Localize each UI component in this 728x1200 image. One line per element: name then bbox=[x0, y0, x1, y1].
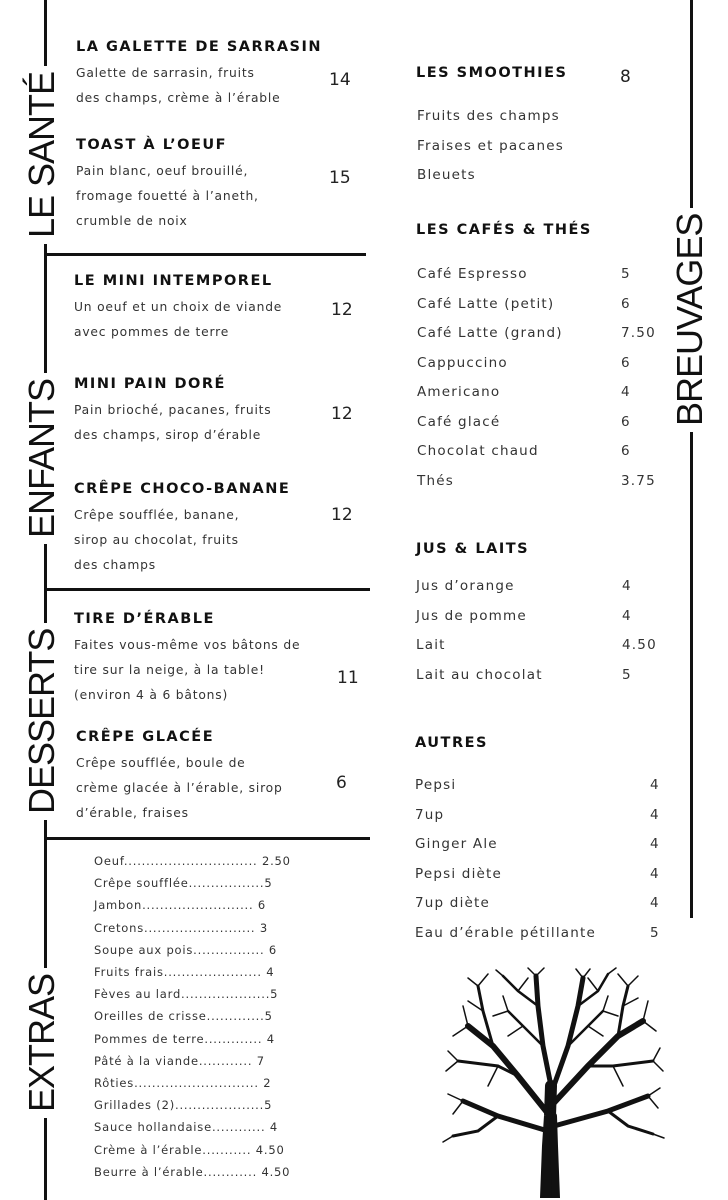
item-price: 12 bbox=[331, 505, 353, 525]
extras-row: Crêpe soufflée.................5 bbox=[94, 876, 273, 891]
extras-row: Jambon......................... 6 bbox=[94, 898, 267, 913]
item-price: 15 bbox=[329, 168, 351, 188]
section-label-desserts: DESSERTS bbox=[22, 623, 62, 820]
extras-row: Beurre à l’érable............ 4.50 bbox=[94, 1164, 291, 1179]
item-price: 6 bbox=[336, 773, 347, 793]
extras-row: Pommes de terre............. 4 bbox=[94, 1031, 275, 1046]
cafes-title: LES CAFÉS & THÉS bbox=[416, 222, 592, 238]
extras-row: Grillades (2)....................5 bbox=[94, 1098, 273, 1113]
item-price: 12 bbox=[331, 404, 353, 424]
extras-row: Fruits frais...................... 4 bbox=[94, 965, 275, 980]
divider-desserts-extras bbox=[44, 837, 370, 840]
item-description: Pain blanc, oeuf brouillé, fromage fouetté à l’aneth, crumble de noix bbox=[76, 164, 259, 228]
item-title: LE MINI INTEMPOREL bbox=[74, 273, 273, 289]
divider-enfants-desserts bbox=[44, 588, 370, 591]
extras-row: Rôties............................ 2 bbox=[94, 1076, 272, 1091]
item-description: Pain brioché, pacanes, fruits des champs, sirop d’érable bbox=[74, 403, 272, 442]
extras-row: Oeuf.............................. 2.50 bbox=[94, 854, 291, 868]
menu-item-crepe-glacee bbox=[76, 729, 283, 826]
jus-title: JUS & LAITS bbox=[416, 541, 530, 557]
item-title: TIRE D’ÉRABLE bbox=[74, 611, 215, 627]
extras-row: Cretons......................... 3 bbox=[94, 920, 268, 935]
extras-row: Crème à l’érable........... 4.50 bbox=[94, 1142, 285, 1157]
menu-item-mini-pain-dore bbox=[74, 376, 272, 448]
autres-title: AUTRES bbox=[415, 735, 488, 751]
item-description: Faites vous-même vos bâtons de tire sur la neige, à la table! (environ 4 à 6 bâtons) bbox=[74, 638, 301, 702]
item-description: Galette de sarrasin, fruits des champs, crème à l’érable bbox=[76, 66, 281, 105]
item-description: Crêpe soufflée, banane, sirop au chocolat, fruits des champs bbox=[74, 508, 240, 572]
menu-item-toast bbox=[76, 137, 259, 234]
item-title: MINI PAIN DORÉ bbox=[74, 376, 226, 392]
bare-tree-icon bbox=[438, 966, 668, 1198]
menu-item-crepe-choco-banane bbox=[74, 481, 290, 578]
section-label-breuvages: BREUVAGES bbox=[670, 208, 710, 432]
item-price: 11 bbox=[337, 668, 359, 688]
extras-row: Pâté à la viande............ 7 bbox=[94, 1053, 265, 1068]
item-title: TOAST À L’OEUF bbox=[76, 137, 228, 153]
extras-row: Soupe aux pois................ 6 bbox=[94, 942, 278, 957]
item-title: CRÊPE CHOCO-BANANE bbox=[74, 481, 291, 497]
extras-row: Fèves au lard....................5 bbox=[94, 987, 279, 1002]
section-label-enfants: ENFANTS bbox=[22, 373, 62, 544]
smoothies-title: LES SMOOTHIES bbox=[416, 65, 568, 81]
extras-row: Sauce hollandaise............ 4 bbox=[94, 1120, 278, 1135]
right-border-line bbox=[690, 0, 693, 918]
menu-item-galette bbox=[76, 39, 322, 111]
smoothies-price: 8 bbox=[620, 67, 631, 87]
divider-sante-enfants bbox=[44, 253, 366, 256]
menu-item-tire-erable bbox=[74, 611, 300, 708]
item-description: Crêpe soufflée, boule de crème glacée à l’érable, sirop d’érable, fraises bbox=[76, 756, 283, 820]
extras-row: Oreilles de crisse.............5 bbox=[94, 1009, 273, 1024]
item-price: 12 bbox=[331, 300, 353, 320]
item-title: CRÊPE GLACÉE bbox=[76, 729, 215, 745]
item-price: 14 bbox=[329, 70, 351, 90]
section-label-extras: EXTRAS bbox=[22, 968, 62, 1118]
extras-list bbox=[94, 850, 291, 1183]
menu-item-mini-intemporel bbox=[74, 273, 282, 345]
item-description: Un oeuf et un choix de viande avec pommes de terre bbox=[74, 300, 283, 339]
item-title: LA GALETTE DE SARRASIN bbox=[76, 39, 323, 55]
section-label-sante: LE SANTÉ bbox=[22, 66, 62, 244]
